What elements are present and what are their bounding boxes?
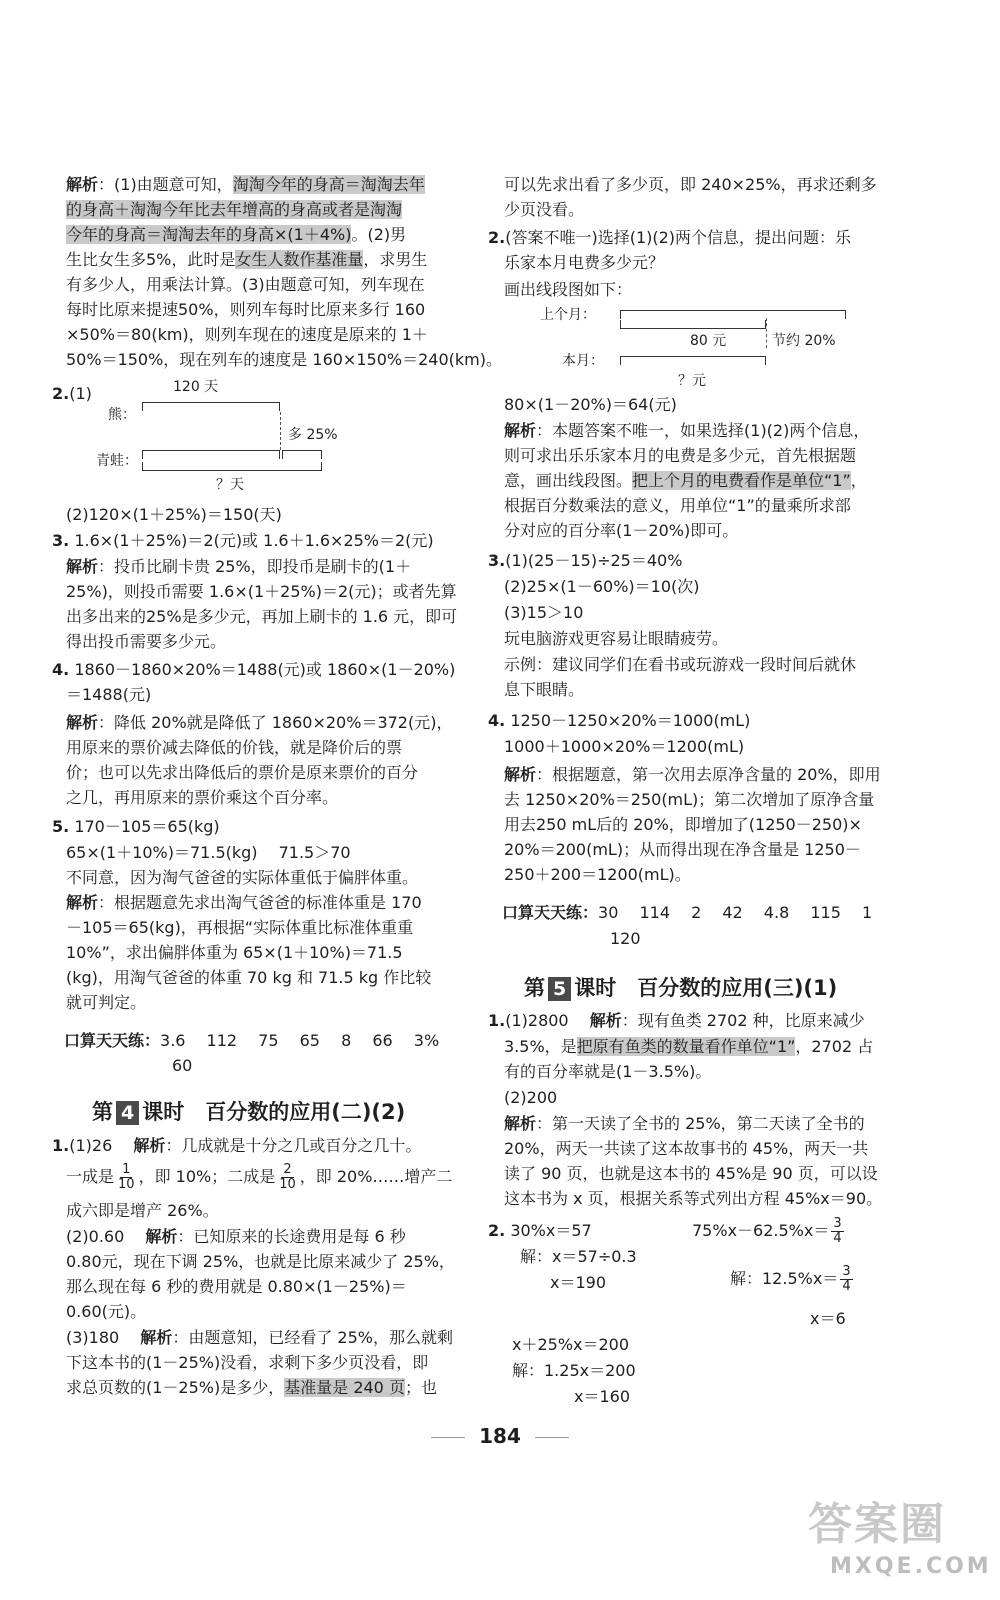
question-3: 3. 1.6×(1＋25%)＝2(元)或 1.6＋1.6×25%＝2(元) [52, 531, 434, 550]
bear-frog-segment-diagram [96, 378, 356, 508]
kousuan-practice-right-cont: 120 [610, 929, 641, 948]
text-line: 65×(1＋10%)＝71.5(kg) 71.5＞70 [66, 843, 351, 862]
eighty-label: 80 元 [690, 333, 727, 349]
question-4: 4. 1860－1860×20%＝1488(元)或 1860×(1－20%) [52, 660, 456, 679]
lesson-5-question-1: 1.(1)2800 解析：现有鱼类 2702 种，比原来减少 [488, 1011, 865, 1030]
text-line: 3.5%，是把原有鱼类的数量看作单位“1”，2702 占 [504, 1037, 874, 1056]
kousuan-practice-cont: 60 [172, 1056, 193, 1075]
frog-segment [142, 450, 280, 459]
text-line: (kg)，用淘气爸爸的体重 70 kg 和 71.5 kg 作比较 [66, 968, 432, 987]
text-line: 读了 90 页，也就是这本书的 45%是 90 页，可以设 [504, 1164, 878, 1183]
text-line: (3)15＞10 [504, 603, 584, 622]
text-line: 画出线段图如下： [504, 280, 633, 299]
text-line: 一成是 $\frac{1}{10}$ ，即 10%；二成是 $\frac{2}{10}$ ，即 20%……增产二 [66, 1162, 453, 1192]
text-line: 25%)，则投币需要 1.6×(1＋25%)＝2(元)；或者先算 [66, 582, 457, 601]
question-2-right: 2.(答案不唯一)选择(1)(2)两个信息，提出问题：乐 [488, 228, 852, 247]
equation-1-answer: x＝190 [550, 1273, 607, 1292]
equation-3-answer: x＝160 [574, 1387, 631, 1406]
equation-3-step: 解：1.25x＝200 [512, 1361, 636, 1380]
text-line: 0.80元，现在下调 25%，也就是比原来减少了 25%， [66, 1252, 455, 1271]
text-line: 得出投币需要多少元。 [66, 632, 227, 651]
equation-3: x＋25%x＝200 [512, 1335, 630, 1354]
text-line: 下这本书的(1－25%)没看，求剩下多少页没看，即 [66, 1353, 429, 1372]
text-line: 可以先求出看了多少页，即 240×25%，再求还剩多 [504, 175, 877, 194]
text-line: 解析：降低 20%就是降低了 1860×20%＝372(元)， [66, 713, 453, 732]
text-line: (2)25×(1－60%)＝10(次) [504, 577, 700, 596]
text-line: 这本书为 x 页，根据关系等式列出方程 45%x＝90。 [504, 1189, 883, 1208]
text-line: －105＝65(kg)，再根据“实际体重比标准体重重 [66, 918, 414, 937]
save-label: 节约 20% [772, 333, 836, 349]
text-line: 则可求出乐乐家本月的电费是多少元，首先根据题 [504, 446, 857, 465]
equation-1-step: 解：x＝57÷0.3 [520, 1247, 637, 1266]
text-line: 意，画出线段图。把上个月的电费看作是单位“1”， [504, 471, 867, 490]
text-line: 有的百分率就是(1－3.5%)。 [504, 1062, 712, 1081]
equation-1: 2. 30%x＝57 [488, 1221, 592, 1240]
text-line: 出多出来的25%是多少元，再加上刷卡的 1.6 元，即可 [66, 607, 458, 626]
text-line: 有多少人，用乘法计算。(3)由题意可知，列车现在 [66, 275, 425, 294]
text-line: 1000＋1000×20%＝1200(mL) [504, 737, 745, 756]
text-line: 根据百分数乘法的意义，用单位“1”的量乘所求部 [504, 496, 851, 515]
eighty-brace [620, 320, 766, 329]
text-line: 之几，再用原来的票价乘这个百分率。 [66, 788, 339, 807]
question-3-right: 3.(1)(25－15)÷25＝40% [488, 551, 683, 570]
text-line: 乐家本月电费多少元？ [504, 253, 665, 272]
text-line: (2)0.60 解析：已知原来的长途费用是每 6 秒 [66, 1227, 406, 1246]
unknown-days-label: ？天 [216, 477, 244, 493]
text-line: 分对应的百分率(1－20%)即可。 [504, 521, 739, 540]
text-line: 0.60(元)。 [66, 1302, 147, 1321]
text-line: 解析：根据题意，第一次用去原净含量的 20%，即用 [504, 765, 881, 784]
more-label: 多 25% [288, 427, 338, 443]
text-line: 解析：(1)由题意可知，淘淘今年的身高＝淘淘去年 [66, 175, 425, 194]
top-length-label: 120 天 [173, 379, 219, 395]
text-line: 不同意，因为淘气爸爸的实际体重低于偏胖体重。 [66, 868, 419, 887]
text-line: 50%＝150%，现在列车的速度是 160×150%＝240(km)。 [66, 350, 502, 369]
page-number: 184 [0, 1424, 1000, 1448]
bear-segment [142, 402, 280, 411]
text-line: 那么现在每 6 秒的费用就是 0.80×(1－25%)＝ [66, 1277, 407, 1296]
text-line: 去 1250×20%＝250(mL)；第二次增加了原净含量 [504, 790, 875, 809]
last-month-segment [620, 310, 846, 319]
dash-guide [280, 412, 281, 450]
equation-2-step: 解：12.5%x＝ $\frac{3}{4}$ [730, 1264, 851, 1294]
lesson-4-question-1: 1.(1)26 解析：几成就是十分之几或百分之几十。 [52, 1136, 422, 1155]
kousuan-practice: 口算天天练：3.6 112 75 65 8 66 3% [64, 1031, 440, 1050]
this-month-label: 本月： [562, 353, 604, 369]
question-2: 2.(1) [52, 384, 92, 403]
text-line: 成六即是增产 26%。 [66, 1201, 219, 1220]
text-line: 250＋200＝1200(mL)。 [504, 865, 691, 884]
text-line: 少页没看。 [504, 200, 585, 219]
text-line: 生比女生多5%，此时是女生人数作基准量，求男生 [66, 250, 428, 269]
bear-label: 熊： [108, 407, 136, 423]
text-line: 示例：建议同学们在看书或玩游戏一段时间后就休 [504, 655, 857, 674]
text-line: 80×(1－20%)＝64(元) [504, 395, 677, 414]
question-5: 5. 170－105＝65(kg) [52, 817, 220, 836]
total-brace [142, 462, 322, 471]
text-line: 求总页数的(1－25%)是多少，基准量是 240 页；也 [66, 1378, 437, 1397]
text-line: 解析：本题答案不唯一，如果选择(1)(2)两个信息， [504, 421, 870, 440]
equation-2: 75%x－62.5%x＝ $\frac{3}{4}$ [692, 1216, 842, 1246]
text-line: (2)200 [504, 1088, 558, 1107]
electricity-segment-diagram [540, 300, 860, 390]
text-line: 息下眼睛。 [504, 680, 585, 699]
text-line: ×50%＝80(km)，则列车现在的速度是原来的 1＋ [66, 325, 428, 344]
lesson-4-title: 第 4 课时 百分数的应用(二)(2) [92, 1100, 406, 1124]
text-line: 20%＝200(mL)；从而得出现在净含量是 1250－ [504, 840, 861, 859]
kousuan-practice-right: 口算天天练：30 114 2 42 4.8 115 1 [502, 903, 873, 922]
frog-extra-segment [282, 450, 322, 459]
watermark-url: MXQE.COM [830, 1554, 992, 1579]
text-line: 今年的身高＝淘淘去年的身高×(1＋4%)。(2)男 [66, 225, 407, 244]
frog-label: 青蛙： [96, 453, 138, 469]
equation-2-answer: x＝6 [810, 1309, 846, 1328]
text-line: 玩电脑游戏更容易让眼睛疲劳。 [504, 629, 729, 648]
text-line: 每时比原来提速50%，则列车每时比原来多行 160 [66, 300, 426, 319]
this-month-segment [620, 356, 766, 365]
text-line: 用去250 mL后的 20%，即增加了(1250－250)× [504, 815, 862, 834]
text-line: (2)120×(1＋25%)＝150(天) [66, 505, 282, 524]
text-line: 就可判定。 [66, 993, 147, 1012]
unknown-yuan-label: ？元 [678, 373, 706, 389]
question-4-right: 4. 1250－1250×20%＝1000(mL) [488, 711, 751, 730]
text-line: 10%”，求出偏胖体重为 65×(1＋10%)＝71.5 [66, 943, 403, 962]
text-line: 的身高＋淘淘今年比去年增高的身高或者是淘淘 [66, 200, 403, 219]
watermark-logo: 答案圈 [808, 1499, 946, 1550]
text-line: ＝1488(元) [66, 685, 152, 704]
text-line: 20%，两天一共读了这本故事书的 45%，两天一共 [504, 1139, 869, 1158]
text-line: 解析：第一天读了全书的 25%，第二天读了全书的 [504, 1114, 865, 1133]
last-month-label: 上个月： [540, 307, 596, 323]
text-line: 解析：投币比刷卡贵 25%，即投币是刷卡的(1＋ [66, 557, 412, 576]
dash-guide [766, 318, 767, 348]
text-line: (3)180 解析：由题意知，已经看了 25%，那么就剩 [66, 1328, 453, 1347]
text-line: 解析：根据题意先求出淘气爸爸的标准体重是 170 [66, 893, 422, 912]
lesson-5-title: 第 5 课时 百分数的应用(三)(1) [524, 976, 838, 1000]
text-line: 价；也可以先求出降低后的票价是原来票价的百分 [66, 763, 419, 782]
text-line: 用原来的票价减去降低的价钱，就是降价后的票 [66, 738, 403, 757]
